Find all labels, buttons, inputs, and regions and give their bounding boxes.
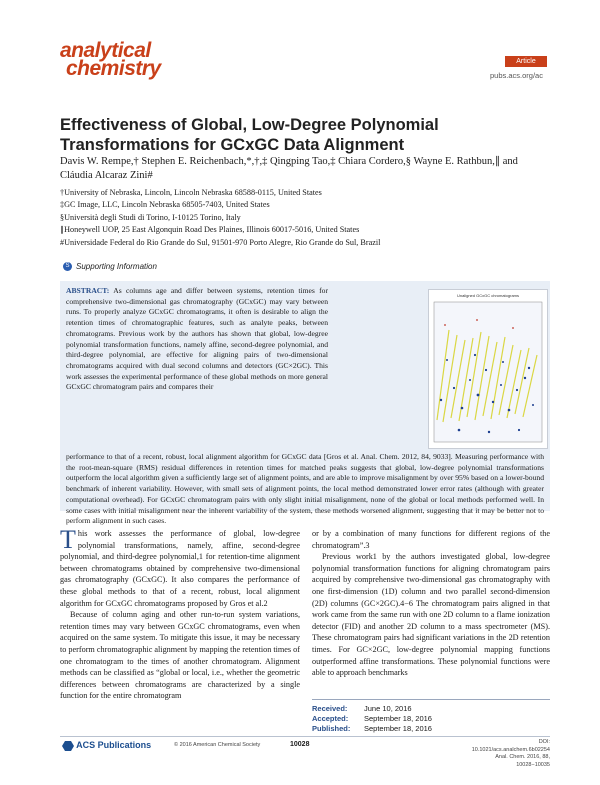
received-date-row [312,704,550,714]
acs-hex-icon [62,741,74,751]
accepted-date-row [312,714,550,724]
received-date: June 10, 2016 [364,704,412,713]
publisher-name: ACS Publications [76,740,152,750]
accepted-date: September 18, 2016 [364,714,432,723]
footer-divider [60,736,550,737]
citation: Anal. Chem. 2016, 88, 10028−10035 [495,754,550,768]
supporting-information-label: Supporting Information [76,262,157,271]
abstract-label: ABSTRACT: [66,286,110,295]
left-paragraph-1-text: his work assesses the performance of global, low-degree polynomial transformations, namely, affine, second-degree polynomial, and third-degree polynomial,1 for retention-time alignment between chromatograms obtained by comprehensive two-dimensional gas chromatography (GCxGC). It also compares the performance of these global methods to that of a recent, robust, local alignment algorithm for GCxGC chromatograms proposed by Gros et al.2 [60,529,300,608]
info-icon: S [63,262,72,271]
affiliation-5: #Universidade Federal do Rio Grande do Sul, 91501-970 Porto Alegre, Rio Grande do Sul, Brazil [60,237,381,247]
chromatogram-graphic [429,290,547,448]
doi-link[interactable]: DOI: 10.1021/acs.analchem.6b02254 [471,739,550,753]
affiliation-3: §Università degli Studi di Torino, I-10125 Torino, Italy [60,212,241,222]
left-paragraph-2: Because of column aging and other run-to-run system variations, retention times may vary between GCxGC chromatograms, even when acquired on the same system. To mitigate this issue, it may be necessary to perform chromatographic alignment by mapping the retention times of one chromatogram to the times of another chromatogram. Alignment methods can be classified as “global or local, i.e., whether the geometric differences between chromatograms are characterized by a single function for the entire chromatogram [60,610,300,701]
published-date: September 18, 2016 [364,724,432,733]
supporting-information-link[interactable] [63,262,157,271]
doi-citation [460,739,550,769]
journal-logo-line2: chemistry [66,57,161,80]
abstract-text-1: As columns age and differ between systems, retention times for comprehensive two-dimensional gas chromatography (GCxGC) may vary between runs. To properly analyze GCxGC chromatograms, it often is desirable to align the retention times of chromatographic features, such as analyte peaks, between chromatograms. Previous work by the authors has shown that global, low-degree polynomial transformation functions, namely affine, second-degree polynomial, and third-degree polynomial, are effective for aligning pairs of two-dimensional chromatograms acquired with dual second columns and detectors (GC×2GC). This work assesses the experimental performance of these global methods on more general GCxGC chromatogram pairs and compares their [66,286,329,392]
page-number: 10028 [290,741,310,748]
journal-logo-line1: analytical [60,39,151,62]
abstract-part1 [66,286,328,393]
drop-cap: T [60,525,76,554]
journal-url[interactable]: pubs.acs.org/ac [490,71,543,80]
published-date-row [312,724,550,734]
body-right-column [312,528,550,679]
body-left-column [60,525,300,702]
abstract-part2: performance to that of a recent, robust, local alignment algorithm for GCxGC data [Gros et al. Anal. Chem. 2012, 84, 9033]. Measuring performance with the root-mean-square (RMS) residual differences in retention times for matched peaks suggests that global, low-degree polynomial transformations outperform the local algorithm given a sufficiently large set of alignment points, and are able to improve misalignment by over 95% based on a lower-bound benchmark of inherent variability. However, with small sets of alignment points, the local method demonstrated lower error rates (although with greater computational overhead). For GCxGC chromatogram pairs with only slight initial misalignment, none of the global or local methods performed well. In some cases with initial misalignment near the inherent variability of the system, these methods worsened alignment, suggesting that it may be better not to perform alignment in such cases. [66,452,544,526]
received-label: Received: [312,704,348,713]
acs-publications-logo[interactable] [62,740,151,751]
right-paragraph-2: Previous work1 by the authors investigated global, low-degree polynomial transformation functions for aligning chromatogram pairs acquired by comprehensive two-dimensional gas chromatography with one first-dimension (1D) column and two parallel second-dimension (2D) columns (GC×2GC).4−6 The chromatogram pairs aligned in that work came from the same run with one 2D column to a flame ionization detector (FID) and another 2D column to a mass spectrometer (MS). These chromatogram pairs had significant variations in the 2D retention times. For GC×2GC, low-degree polynomial mapping functions outperformed affine transformations. These polynomial functions were able to approach benchmarks [312,552,550,678]
affiliation-4: ∥Honeywell UOP, 25 East Algonquin Road Des Plaines, Illinois 60017-5016, United States [60,225,360,235]
paper-title: Effectiveness of Global, Low-Degree Polynomial Transformations for GCxGC Data Alignment [60,116,439,154]
toc-graphic-title: Unaligned GCxGC chromatograms [456,293,520,298]
publication-dates [312,699,550,734]
copyright-notice: © 2016 American Chemical Society [174,742,261,748]
left-paragraph-1 [60,525,300,609]
author-list: Davis W. Rempe,† Stephen E. Reichenbach,*,†,‡ Qingping Tao,‡ Chiara Cordero,§ Wayne E. Rathbun,∥ and Cláudia Alcaraz Zini# [60,156,518,181]
accepted-label: Accepted: [312,714,349,723]
toc-graphic [428,289,548,449]
affiliation-1: †University of Nebraska, Lincoln, Lincoln Nebraska 68588-0115, United States [60,188,322,197]
published-label: Published: [312,724,351,733]
journal-logo [60,39,161,80]
right-paragraph-1: or by a combination of many functions for different regions of the chromatogram”.3 [312,529,550,550]
affiliations [60,187,550,249]
affiliation-2: ‡GC Image, LLC, Lincoln Nebraska 68505-7403, United States [60,200,270,210]
article-type-badge: Article [505,56,547,67]
